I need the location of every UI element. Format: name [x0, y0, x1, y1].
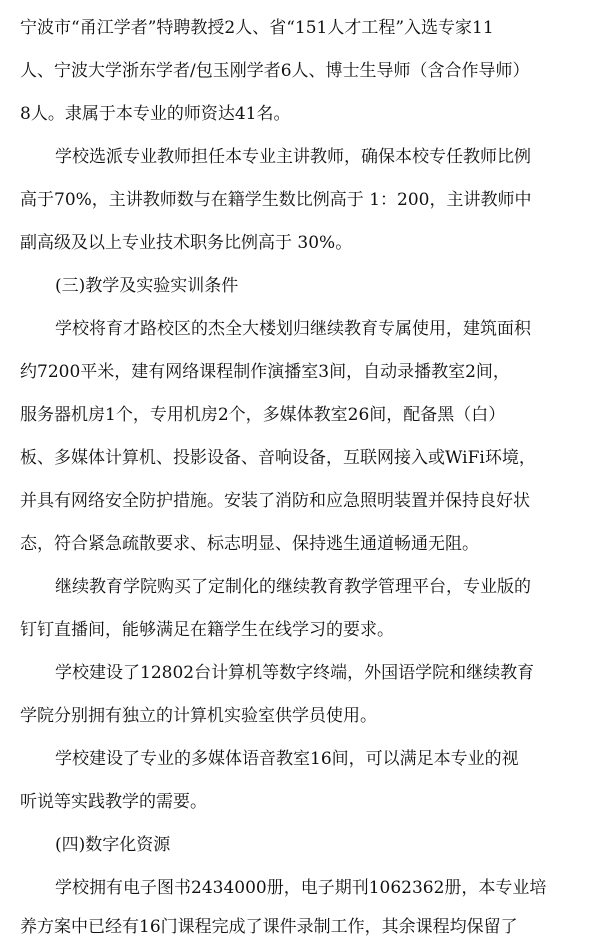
- section-heading: (四)数字化资源: [55, 835, 171, 855]
- text-line: 学院分别拥有独立的计算机实验室供学员使用。: [20, 706, 377, 726]
- text-line: 学校建设了专业的多媒体语音教室16间，可以满足本专业的视: [55, 749, 519, 769]
- text-line: 高于70%，主讲教师数与在籍学生数比例高于 1：200，主讲教师中: [20, 190, 532, 210]
- text-line: 8人。隶属于本专业的师资达41名。: [20, 104, 291, 124]
- section-heading: (三)教学及实验实训条件: [55, 276, 239, 296]
- text-line: 宁波市“甬江学者”特聘教授2人、省“151人才工程”入选专家11: [20, 18, 494, 38]
- text-line: 养方案中已经有16门课程完成了课件录制工作，其余课程均保留了: [20, 917, 518, 937]
- text-line: 板、多媒体计算机、投影设备、音响设备，互联网接入或WiFi环境，: [20, 448, 536, 468]
- text-line: 并具有网络安全防护措施。安装了消防和应急照明装置并保持良好状: [20, 491, 530, 511]
- text-line: 学校将育才路校区的杰全大楼划归继续教育专属使用，建筑面积: [55, 319, 531, 339]
- text-line: 钉钉直播间，能够满足在籍学生在线学习的要求。: [20, 620, 394, 640]
- text-line: 副高级及以上专业技术职务比例高于 30%。: [20, 233, 353, 253]
- text-line: 服务器机房1个，专用机房2个，多媒体教室26间，配备黑（白）: [20, 405, 506, 425]
- text-line: 约7200平米，建有网络课程制作演播室3间，自动录播教室2间，: [20, 362, 510, 382]
- text-line: 继续教育学院购买了定制化的继续教育教学管理平台，专业版的: [55, 577, 531, 597]
- text-line: 听说等实践教学的需要。: [20, 792, 207, 812]
- text-line: 学校选派专业教师担任本专业主讲教师，确保本校专任教师比例: [55, 147, 531, 167]
- text-line: 学校建设了12802台计算机等数字终端，外国语学院和继续教育: [55, 663, 535, 683]
- text-line: 学校拥有电子图书2434000册，电子期刊1062362册，本专业培: [55, 878, 547, 898]
- text-line: 人、宁波大学浙东学者/包玉刚学者6人、博士生导师（含合作导师）: [20, 61, 530, 81]
- text-line: 态，符合紧急疏散要求、标志明显、保持逃生通道畅通无阻。: [20, 534, 479, 554]
